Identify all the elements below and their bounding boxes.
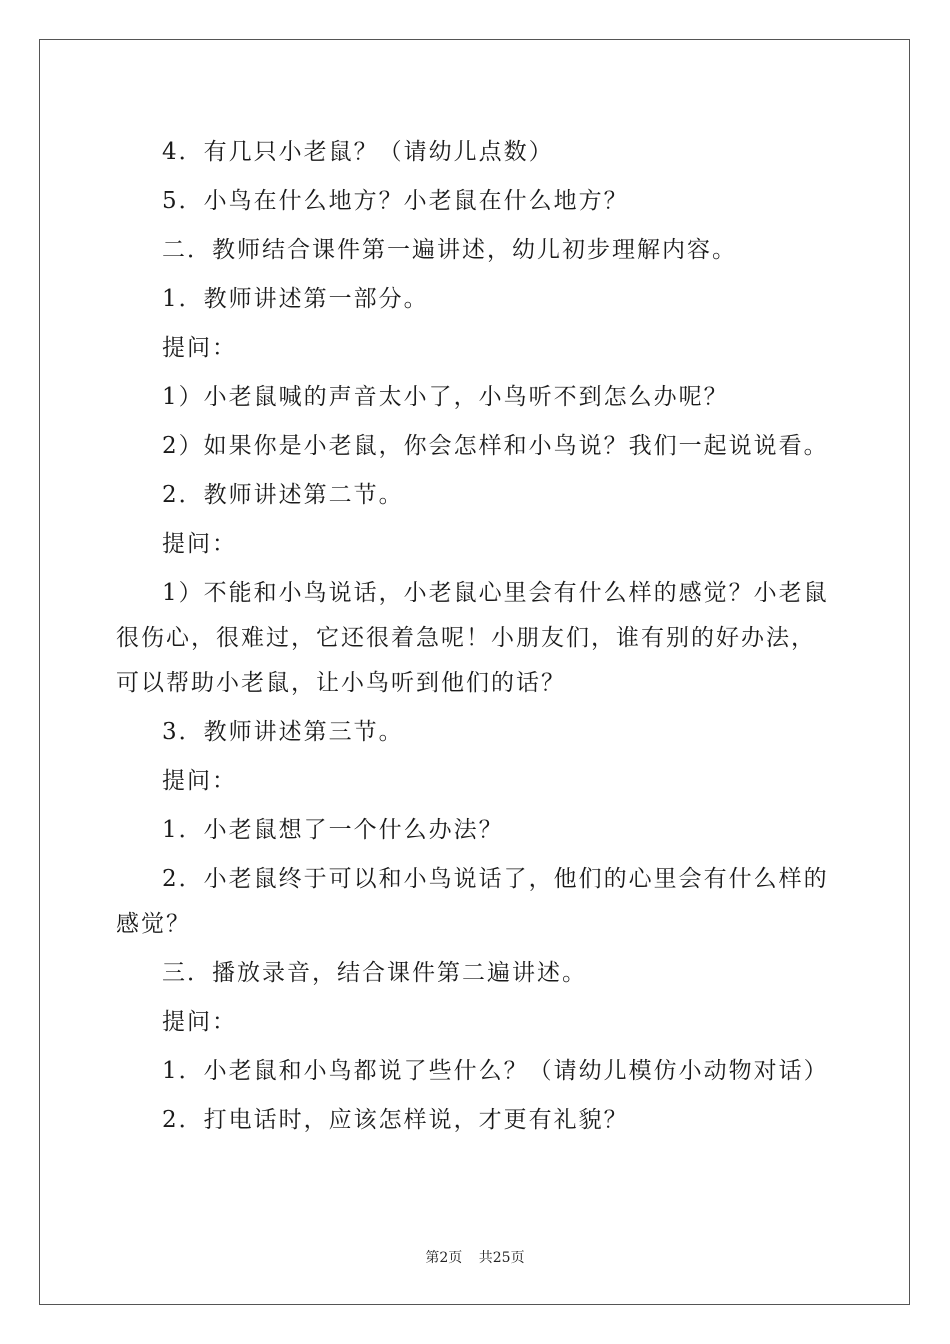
paragraph: 1．小老鼠想了一个什么办法？ bbox=[162, 817, 504, 843]
paragraph: 2．教师讲述第二节。 bbox=[162, 482, 404, 508]
paragraph: 4．有几只小老鼠？（请幼儿点数） bbox=[162, 139, 554, 165]
document-body bbox=[116, 130, 836, 1147]
page-footer bbox=[0, 1247, 950, 1267]
paragraph: 5．小鸟在什么地方？小老鼠在什么地方？ bbox=[162, 188, 629, 214]
paragraph: 2．打电话时，应该怎样说，才更有礼貌？ bbox=[162, 1107, 629, 1133]
paragraph: 提问： bbox=[162, 531, 237, 557]
paragraph: 提问： bbox=[162, 1009, 237, 1035]
paragraph: 三．播放录音，结合课件第二遍讲述。 bbox=[162, 960, 587, 986]
paragraph: 提问： bbox=[162, 335, 237, 361]
paragraph: 1．教师讲述第一部分。 bbox=[162, 286, 429, 312]
paragraph: 2．小老鼠终于可以和小鸟说话了，他们的心里会有什么样的感觉？ bbox=[116, 866, 829, 937]
paragraph: 1）小老鼠喊的声音太小了，小鸟听不到怎么办呢？ bbox=[162, 384, 729, 410]
page-number: 第2页 bbox=[425, 1250, 463, 1266]
paragraph: 提问： bbox=[162, 768, 237, 794]
paragraph: 1．小老鼠和小鸟都说了些什么？（请幼儿模仿小动物对话） bbox=[162, 1058, 829, 1084]
paragraph: 3．教师讲述第三节。 bbox=[162, 719, 404, 745]
paragraph: 2）如果你是小老鼠，你会怎样和小鸟说？我们一起说说看。 bbox=[162, 433, 829, 459]
paragraph: 二．教师结合课件第一遍讲述，幼儿初步理解内容。 bbox=[162, 237, 737, 263]
total-pages: 共25页 bbox=[478, 1250, 525, 1266]
paragraph: 1）不能和小鸟说话，小老鼠心里会有什么样的感觉？小老鼠很伤心，很难过，它还很着急呢！小朋友们，谁有别的好办法，可以帮助小老鼠，让小鸟听到他们的话？ bbox=[116, 580, 829, 696]
